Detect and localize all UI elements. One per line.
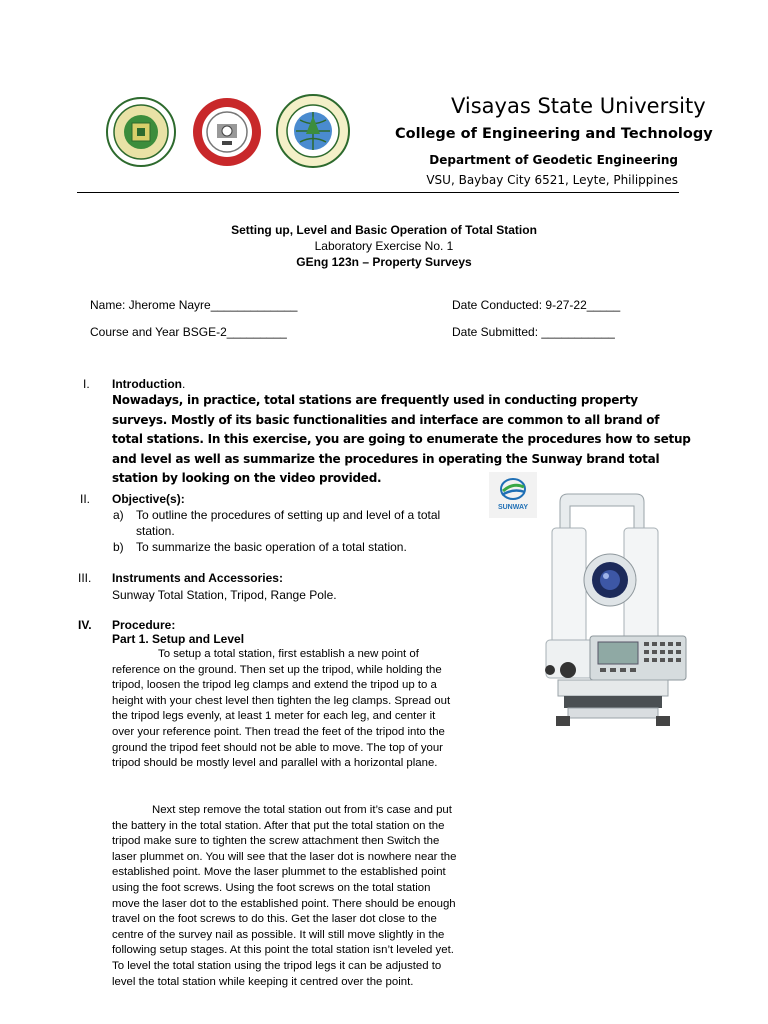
introduction-body: Nowadays, in practice, total stations are frequently used in conducting property surveys. Mostly of its basic functionalities and interface are common to all brand of total stations. In this exercise, you are going to enumerate the procedures how to setup and level as well as summarize the procedures in operating the Sunway brand total station by looking on the video provided. [112,393,691,485]
department-name: Department of Geodetic Engineering [429,153,678,167]
date-submitted-field: Date Submitted: ___________ [452,325,615,339]
objective-b-label: b) [113,540,124,554]
course-title: GEng 123n – Property Surveys [296,255,472,269]
exercise-number: Laboratory Exercise No. 1 [314,239,454,253]
introduction-heading-text: Introduction [112,377,182,391]
procedure-paragraph-1: To setup a total station, first establish a new point of reference on the ground. Then set up the tripod, while holding the tripod, loosen the tripod leg clamps and extend the tripod up to a height with your chest level then tighten the leg clamps. Spread out the tripod legs evenly, at least 1 meter for each leg, and center it over your reference point. Then tread the feet of the tripod into the ground the tripod feet should not be able to move. The top of your tripod should be mostly level and parallel with a horizontal plane. [112,648,451,770]
introduction-heading [112,377,185,391]
procedure-heading: Procedure: [112,618,176,632]
vsu-seal-logo [106,97,176,167]
part-1-heading: Part 1. Setup and Level [112,632,245,646]
date-conducted-field: Date Conducted: 9-27-22_____ [452,298,621,312]
instruments-heading: Instruments and Accessories: [112,571,283,585]
header-divider [77,192,679,193]
exercise-title: Setting up, Level and Basic Operation of Total Station [231,223,537,237]
section-number-iv: IV. [78,618,92,632]
engineering-college-seal-logo [192,97,262,167]
course-year-field: Course and Year BSGE-2_________ [90,325,287,339]
introduction-heading-period: . [181,377,186,391]
sunway-logo [489,472,537,518]
section-number-ii: II. [80,492,91,506]
section-number-i: I. [83,377,90,391]
procedure-paragraph-2: Next step remove the total station out from it’s case and put the battery in the total station. After that put the total station on the tripod make sure to tighten the screw attachment then Switch the laser plummet on. You will see that the laser dot is nowhere near the established point. Move the laser plummet to the established point using the foot screws. Using the foot screws on the total station move the laser dot to the established point. There should be enough travel on the foot screws to do this. Get the laser dot close to the centre of the survey nail as possible. It will still move slightly in the following setup stages. At this point the total station isn’t leveled yet. To level the total station using the tripod legs it can be adjusted to level the total station while keeping it centred over the point. [112,804,457,988]
total-station-image [538,490,698,730]
objectives-heading: Objective(s): [112,492,185,506]
objective-a-label: a) [113,508,124,522]
geodetic-engineering-seal-logo [276,94,350,168]
sunway-logo-text: SUNWAY [497,504,529,511]
objective-a: To outline the procedures of setting up and level of a total station. [136,508,441,538]
address: VSU, Baybay City 6521, Leyte, Philippines [426,173,678,187]
student-name-field: Name: Jherome Nayre_____________ [90,298,298,312]
college-name: College of Engineering and Technology [395,126,713,142]
section-number-iii: III. [78,571,92,585]
objective-b: To summarize the basic operation of a total station. [136,540,407,554]
instruments-list: Sunway Total Station, Tripod, Range Pole. [112,588,337,602]
university-name: Visayas State University [451,94,706,118]
